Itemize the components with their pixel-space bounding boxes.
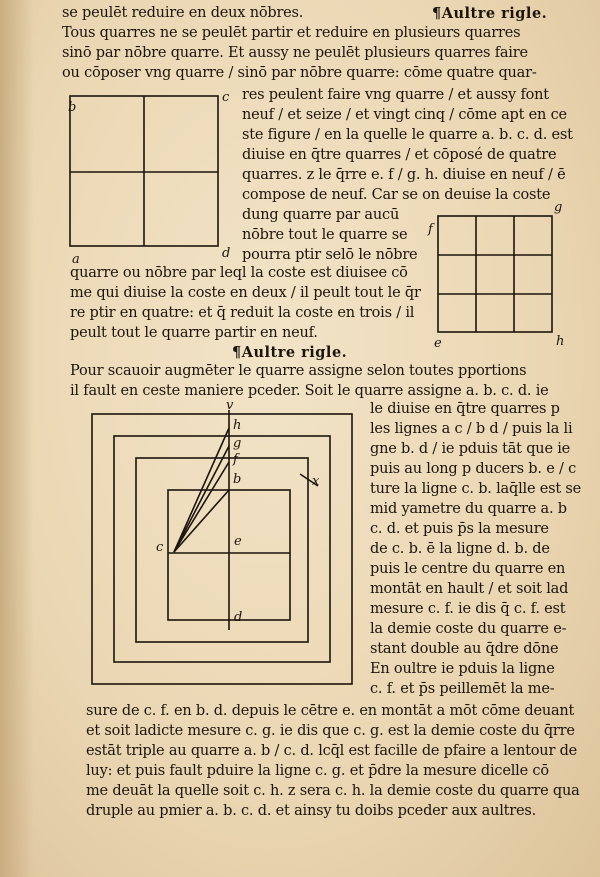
- text-line: le diuise en q̄tre quarres p: [370, 401, 560, 417]
- text-line: druple au pmier a. b. c. d. et ainsy tu doibs pceder aux aultres.: [86, 803, 537, 819]
- text-line: luy: et puis fault pduire la ligne c. g. et p̄dre la mesure dicelle cō: [86, 763, 549, 779]
- text-line: En oultre ie pduis la ligne: [370, 661, 555, 677]
- text-line: il fault en ceste maniere pceder. Soit le quarre assigne a. b. c. d. ie: [70, 383, 549, 399]
- figure-letter-c: c: [222, 90, 230, 105]
- diagonal-cf: [174, 462, 229, 552]
- pilcrow-icon: ¶: [232, 344, 242, 361]
- figure-letter-h: h: [556, 334, 565, 349]
- figure-letter-x: x: [312, 474, 320, 489]
- text-line: c. d. et puis p̄s la mesure: [370, 521, 549, 537]
- figure-letter-f: f: [428, 222, 433, 237]
- heading-text: Aultre rigle.: [441, 5, 548, 22]
- figure-letter-g: g: [233, 436, 242, 451]
- text-line: ste figure / en la quelle le quarre a. b. c. d. est: [242, 127, 573, 143]
- figure-letter-g: g: [554, 200, 563, 215]
- text-line: pourra ptir selō le nōbre: [242, 247, 418, 263]
- text-line: estāt triple au quarre a. b / c. d. lcq̄l est facille de pfaire a lentour de: [86, 743, 578, 759]
- figure-letter-e: e: [434, 336, 442, 351]
- text-line: mid yametre du quarre a. b: [370, 501, 567, 517]
- heading-text: Aultre rigle.: [241, 344, 348, 361]
- text-line: quarres. z le q̄rre e. f / g. h. diuise en neuf / ē: [242, 167, 566, 183]
- text-line: stant double au q̄dre dōne: [370, 641, 559, 657]
- text-line: ou cōposer vng quarre / sinō par nōbre quarre: cōme quatre quar-: [62, 65, 537, 81]
- figure-letter-h: h: [233, 418, 242, 433]
- pilcrow-icon: ¶: [432, 5, 442, 22]
- text-line: Pour scauoir augmēter le quarre assigne selon toutes pportions: [70, 363, 527, 379]
- text-line: Tous quarres ne se peulēt partir et reduire en plusieurs quarres: [62, 25, 521, 41]
- text-line: mesure c. f. ie dis q̄ c. f. est: [370, 601, 566, 617]
- text-line: sure de c. f. en b. d. depuis le cētre e. en montāt a mōt cōme deuant: [86, 703, 575, 719]
- text-line: puis au long p ducers b. e / c: [370, 461, 576, 477]
- text-line: compose de neuf. Car se on deuise la coste: [242, 187, 551, 203]
- text-line: me deuāt la quelle soit c. h. z sera c. h. la demie coste du quarre qua: [86, 783, 580, 799]
- text-line: gne b. d / ie pduis tāt que ie: [370, 441, 571, 457]
- figure-letter-e: e: [234, 534, 242, 549]
- text-line: et soit ladicte mesure c. g. ie dis que c. g. est la demie coste du q̄rre: [86, 723, 575, 739]
- figure-letter-a: a: [72, 252, 80, 267]
- figure-letter-d: d: [234, 610, 243, 625]
- figure-letter-f: f: [233, 452, 238, 467]
- figure-letter-v: v: [226, 398, 234, 413]
- text-line: les lignes a c / b d / puis la li: [370, 421, 573, 437]
- figure-letter-d: d: [222, 246, 231, 261]
- text-line: la demie coste du quarre e-: [370, 621, 567, 637]
- text-line: re ptir en quatre: et q̄ reduit la coste en trois / il: [70, 305, 415, 321]
- text-line: diuise en q̄tre quarres / et cōposé de quatre: [242, 147, 557, 163]
- figure-letter-b: b: [233, 472, 242, 487]
- text-line: de c. b. ē la ligne d. b. de: [370, 541, 550, 557]
- text-line: puis le centre du quarre en: [370, 561, 566, 577]
- text-line: sinō par nōbre quarre. Et aussy ne peulēt plusieurs quarres faire: [62, 45, 528, 61]
- text-line: nōbre tout le quarre se: [242, 227, 408, 243]
- text-line: c. f. et p̄s peillemēt la me-: [370, 681, 555, 697]
- text-line: se peulēt reduire en deux nōbres.: [62, 5, 304, 21]
- square-triple: [114, 436, 330, 662]
- figure-letter-b: b: [68, 100, 77, 115]
- text-line: res peulent faire vng quarre / et aussy font: [242, 87, 549, 103]
- text-line: me qui diuise la coste en deux / il peult tout le q̄r: [70, 285, 421, 301]
- text-line: ture la ligne c. b. laq̄lle est se: [370, 481, 582, 497]
- text-line: dung quarre par aucū: [242, 207, 400, 223]
- figure-letter-c: c: [156, 540, 164, 555]
- text-line: peult tout le quarre partir en neuf.: [70, 325, 318, 341]
- text-line: neuf / et seize / et vingt cinq / cōme apt en ce: [242, 107, 567, 123]
- square-quadruple: [92, 414, 352, 684]
- text-line: montāt en hault / et soit lad: [370, 581, 569, 597]
- text-line: quarre ou nōbre par leql la coste est diuisee cō: [70, 265, 408, 281]
